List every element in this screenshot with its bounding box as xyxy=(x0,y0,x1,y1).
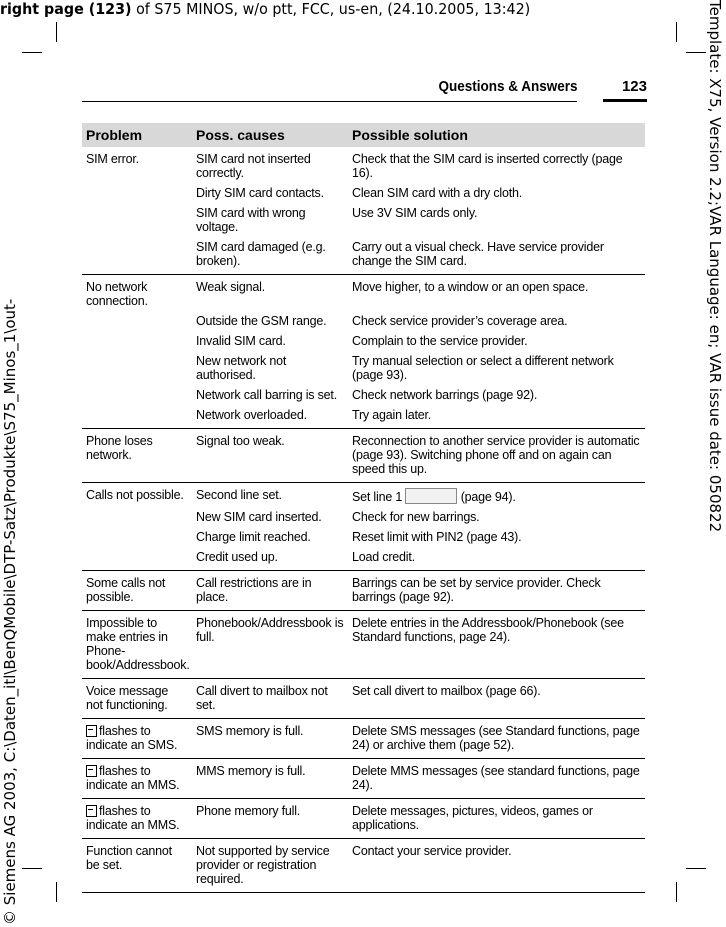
solution-cell: Try manual selection or select a different network (page 93). xyxy=(352,354,614,382)
problem-cell xyxy=(82,799,192,839)
sms-full-icon xyxy=(86,725,97,737)
cause-cell: SIM card with wrong voltage. xyxy=(196,206,306,234)
table-row xyxy=(82,406,645,429)
problem-cell xyxy=(82,147,192,184)
problem-cell xyxy=(82,275,192,313)
solution-cell: Complain to the service provider. xyxy=(352,334,528,348)
problem-text: Phone loses network. xyxy=(86,434,153,462)
mms-full-icon xyxy=(86,765,97,777)
problem-text: Some calls not possible. xyxy=(86,576,166,604)
table-row xyxy=(82,275,645,313)
solution-cell: Check network barrings (page 92). xyxy=(352,388,538,402)
cause-cell: Call divert to mailbox not set. xyxy=(192,679,348,719)
cause-cell: Second line set. xyxy=(196,488,282,502)
slug-page-label: right page (123) xyxy=(0,0,132,18)
solution-cell: Delete messages, pictures, videos, games or applications. xyxy=(348,799,645,839)
cause-cell: Not supported by service provider or registration required. xyxy=(192,839,348,893)
table-row xyxy=(82,611,645,679)
problem-cell xyxy=(82,759,192,799)
table-row xyxy=(82,147,645,184)
solution-cell: Contact your service provider. xyxy=(348,839,645,893)
copyright-text: © Siemens AG 2003, C:\Daten_itl\BenQMobile\DTP-Satz\Produkte\S75_Minos_1\out- xyxy=(1,298,19,925)
problem-cell xyxy=(82,483,192,509)
problem-cell xyxy=(82,548,192,571)
cause-cell: Charge limit reached. xyxy=(196,530,311,544)
problem-cell xyxy=(82,719,192,759)
cause-cell: Invalid SIM card. xyxy=(196,334,286,348)
cause-cell: MMS memory is full. xyxy=(192,759,348,799)
cause-cell: Signal too weak. xyxy=(192,429,348,483)
solution-cell: Carry out a visual check. Have service provider change the SIM card. xyxy=(348,238,645,275)
solution-cell: Delete SMS messages (see Standard functions, page 24) or archive them (page 52). xyxy=(348,719,645,759)
solution-cell: Use 3V SIM cards only. xyxy=(352,206,478,220)
problem-text: SIM error. xyxy=(86,152,139,166)
table-row xyxy=(82,548,645,571)
solution-cell: Delete MMS messages (see standard functions, page 24). xyxy=(348,759,645,799)
cause-cell: Phone memory full. xyxy=(192,799,348,839)
problem-cell xyxy=(82,386,192,406)
solution-cell: Check that the SIM card is inserted correctly (page 16). xyxy=(352,152,623,180)
cause-cell: Outside the GSM range. xyxy=(196,314,327,328)
cause-cell: SMS memory is full. xyxy=(192,719,348,759)
solution-text-pre: Set line 1 xyxy=(352,490,403,504)
template-info-vertical xyxy=(703,0,725,927)
solution-cell: Set call divert to mailbox (page 66). xyxy=(348,679,645,719)
cause-cell: Dirty SIM card contacts. xyxy=(196,186,324,200)
problem-cell xyxy=(82,611,192,679)
table-row xyxy=(82,508,645,528)
table-row xyxy=(82,204,645,238)
problem-cell xyxy=(82,528,192,548)
solution-cell: Check for new barrings. xyxy=(352,510,480,524)
crop-mark xyxy=(676,22,677,42)
problem-cell xyxy=(82,312,192,332)
table-row xyxy=(82,839,645,893)
table-row xyxy=(82,312,645,332)
cause-cell: New network not authorised. xyxy=(196,354,287,382)
crop-mark xyxy=(56,882,57,902)
cause-cell: Network call barring is set. xyxy=(196,388,337,402)
problem-text: Voice message not functioning. xyxy=(86,684,169,712)
problem-cell xyxy=(82,352,192,386)
column-header-problem: Problem xyxy=(82,123,192,147)
table-row xyxy=(82,332,645,352)
column-header-causes: Poss. causes xyxy=(192,123,348,147)
problem-cell xyxy=(82,184,192,204)
solution-cell: Barrings can be set by service provider. Check barrings (page 92). xyxy=(348,571,645,611)
print-slug xyxy=(0,0,530,18)
problem-text: flashes to indicate an MMS. xyxy=(86,764,180,792)
solution-cell: Move higher, to a window or an open space. xyxy=(352,280,589,294)
problem-cell xyxy=(82,238,192,275)
column-header-solution: Possible solution xyxy=(348,123,645,147)
problem-cell xyxy=(82,429,192,483)
solution-text-post: (page 94). xyxy=(460,490,516,504)
header-rule xyxy=(82,101,577,102)
page-number: 123 xyxy=(621,78,647,95)
solution-cell: Delete entries in the Addressbook/Phonebook (see Standard functions, page 24). xyxy=(348,611,645,679)
problem-cell xyxy=(82,508,192,528)
solution-cell: Reset limit with PIN2 (page 43). xyxy=(352,530,522,544)
cause-cell: Network overloaded. xyxy=(192,406,348,429)
crop-mark xyxy=(22,52,42,53)
table-row xyxy=(82,799,645,839)
copyright-vertical xyxy=(0,0,22,927)
line-select-key-icon xyxy=(405,488,457,504)
problem-cell xyxy=(82,839,192,893)
cause-cell: SIM card not inserted correctly. xyxy=(196,152,311,180)
page-header xyxy=(82,78,647,104)
table-row xyxy=(82,238,645,275)
problem-cell xyxy=(82,679,192,719)
table-row xyxy=(82,352,645,386)
solution-cell: Try again later. xyxy=(348,406,645,429)
cause-cell: Credit used up. xyxy=(192,548,348,571)
qa-table xyxy=(82,123,645,893)
slug-details: of S75 MINOS, w/o ptt, FCC, us-en, (24.10.2005, 13:42) xyxy=(131,0,531,18)
crop-mark xyxy=(686,868,706,869)
problem-cell xyxy=(82,406,192,429)
table-row xyxy=(82,679,645,719)
template-info-text: Template: X75, Version 2.2;VAR Language: en; VAR issue date: 050822 xyxy=(706,0,724,533)
crop-mark xyxy=(686,52,706,53)
table-row xyxy=(82,184,645,204)
phone-memory-icon xyxy=(86,805,97,817)
solution-cell: Reconnection to another service provider is automatic (page 93). Switching phone off and on again can speed this up. xyxy=(348,429,645,483)
problem-text: flashes to indicate an MMS. xyxy=(86,804,180,832)
problem-cell xyxy=(82,332,192,352)
crop-mark xyxy=(22,868,42,869)
problem-text: Function cannot be set. xyxy=(86,844,172,872)
cause-cell: New SIM card inserted. xyxy=(196,510,322,524)
table-row xyxy=(82,429,645,483)
table-row xyxy=(82,571,645,611)
solution-cell xyxy=(348,483,645,509)
problem-text: Calls not possible. xyxy=(86,488,184,502)
table-row xyxy=(82,719,645,759)
solution-cell: Check service provider’s coverage area. xyxy=(352,314,568,328)
problem-cell xyxy=(82,571,192,611)
table-row xyxy=(82,759,645,799)
problem-text: Impossible to make entries in Phone-book/Addressbook. xyxy=(86,616,190,672)
page-title: Questions & Answers xyxy=(437,78,577,95)
problem-text: flashes to indicate an SMS. xyxy=(86,724,178,752)
solution-cell: Clean SIM card with a dry cloth. xyxy=(352,186,523,200)
table-row xyxy=(82,528,645,548)
page-number-rule xyxy=(603,99,647,102)
cause-cell: Phonebook/Addressbook is full. xyxy=(192,611,348,679)
cause-cell: SIM card damaged (e.g. broken). xyxy=(192,238,348,275)
crop-mark xyxy=(56,22,57,42)
cause-cell: Weak signal. xyxy=(196,280,265,294)
table-row xyxy=(82,386,645,406)
table-header-row xyxy=(82,123,645,147)
cause-cell: Call restrictions are in place. xyxy=(192,571,348,611)
problem-text: No network connection. xyxy=(86,280,148,308)
problem-cell xyxy=(82,204,192,238)
table-row xyxy=(82,483,645,509)
solution-cell: Load credit. xyxy=(348,548,645,571)
crop-mark xyxy=(676,882,677,902)
